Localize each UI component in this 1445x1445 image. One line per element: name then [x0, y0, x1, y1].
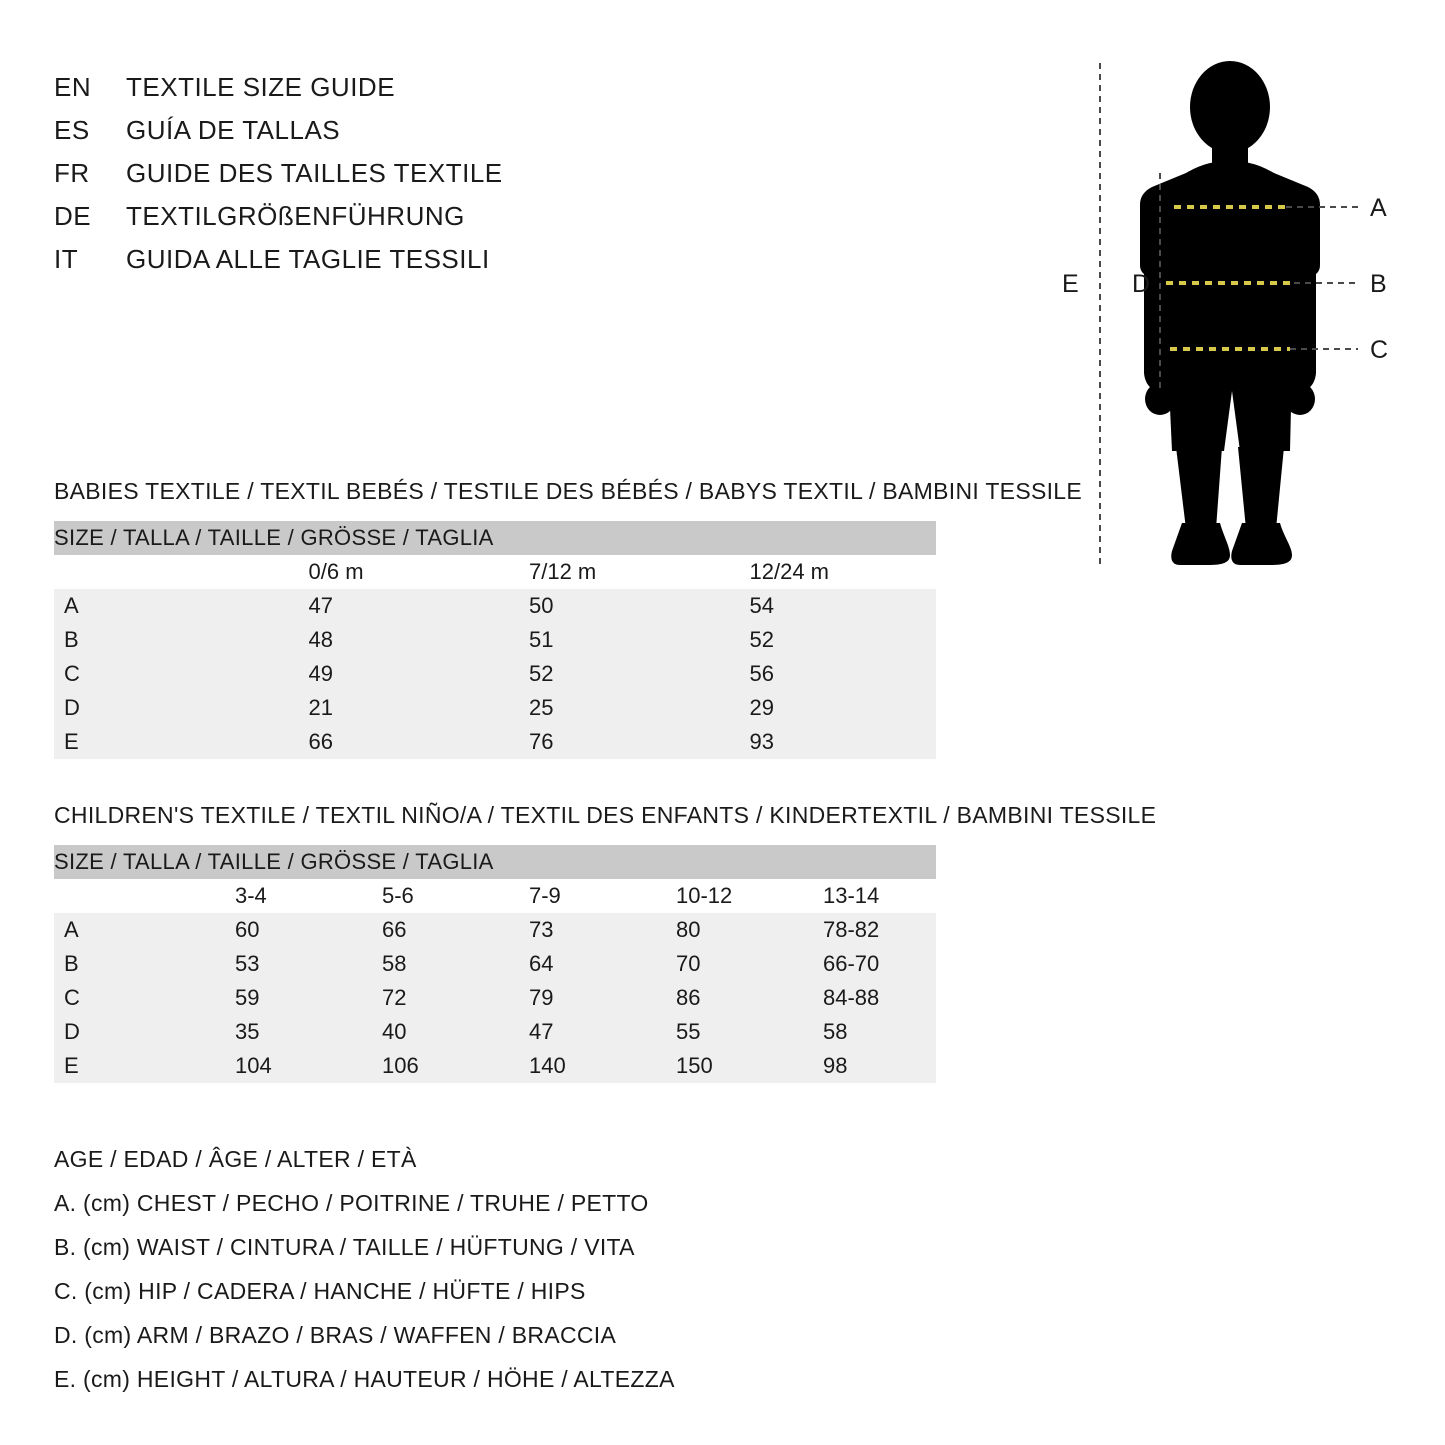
column-header: 12/24 m	[716, 555, 937, 589]
column-header: 3-4	[201, 879, 348, 913]
children-size-table	[54, 845, 936, 1083]
cell-value: 76	[495, 725, 716, 759]
row-label: B	[54, 623, 275, 657]
language-header-block	[54, 72, 694, 287]
cell-value: 66-70	[789, 947, 936, 981]
cell-value: 106	[348, 1049, 495, 1083]
row-label: D	[54, 1015, 201, 1049]
cell-value: 35	[201, 1015, 348, 1049]
table-header-row	[54, 521, 936, 555]
cell-value: 93	[716, 725, 937, 759]
cell-value: 60	[201, 913, 348, 947]
cell-value: 48	[275, 623, 496, 657]
table-column-row	[54, 879, 936, 913]
table-row	[54, 1015, 936, 1049]
cell-value: 70	[642, 947, 789, 981]
cell-value: 54	[716, 589, 937, 623]
language-code: EN	[54, 72, 92, 102]
language-code: DE	[54, 201, 92, 231]
cell-value: 84-88	[789, 981, 936, 1015]
row-label: B	[54, 947, 201, 981]
language-title: TEXTILE SIZE GUIDE	[126, 72, 396, 102]
cell-value: 58	[789, 1015, 936, 1049]
column-header: 10-12	[642, 879, 789, 913]
language-row	[54, 201, 694, 244]
cell-value: 40	[348, 1015, 495, 1049]
row-label: E	[54, 1049, 201, 1083]
figure-label-c: C	[1370, 336, 1389, 364]
cell-value: 56	[716, 657, 937, 691]
cell-value: 64	[495, 947, 642, 981]
language-row	[54, 158, 694, 201]
language-row	[54, 115, 694, 158]
cell-value: 25	[495, 691, 716, 725]
figure-label-d: D	[1132, 270, 1151, 298]
cell-value: 52	[716, 623, 937, 657]
cell-value: 29	[716, 691, 937, 725]
language-title: GUIDE DES TAILLES TEXTILE	[126, 158, 503, 188]
cell-value: 50	[495, 589, 716, 623]
column-header: 7/12 m	[495, 555, 716, 589]
cell-value: 53	[201, 947, 348, 981]
cell-value: 51	[495, 623, 716, 657]
language-title: TEXTILGRÖßENFÜHRUNG	[126, 201, 465, 231]
column-header: 7-9	[495, 879, 642, 913]
row-label: A	[54, 589, 275, 623]
column-header: 0/6 m	[275, 555, 496, 589]
children-section-title: CHILDREN'S TEXTILE / TEXTIL NIÑO/A / TEXTIL DES ENFANTS / KINDERTEXTIL / BAMBINI TESSILE	[54, 802, 1157, 828]
babies-size-table	[54, 521, 936, 759]
cell-value: 98	[789, 1049, 936, 1083]
cell-value: 47	[495, 1015, 642, 1049]
language-row	[54, 244, 694, 287]
corner-cell	[54, 879, 201, 913]
figure-label-e: E	[1062, 270, 1079, 298]
cell-value: 150	[642, 1049, 789, 1083]
cell-value: 49	[275, 657, 496, 691]
cell-value: 79	[495, 981, 642, 1015]
row-label: E	[54, 725, 275, 759]
legend-item-height: E. (cm) HEIGHT / ALTURA / HAUTEUR / HÖHE / ALTEZZA	[54, 1366, 675, 1392]
row-label: C	[54, 657, 275, 691]
children-section	[54, 802, 1394, 1083]
row-label: D	[54, 691, 275, 725]
language-code: IT	[54, 244, 79, 274]
legend-item-arm: D. (cm) ARM / BRAZO / BRAS / WAFFEN / BRACCIA	[54, 1322, 617, 1348]
babies-table-header: SIZE / TALLA / TAILLE / GRÖSSE / TAGLIA	[54, 521, 936, 555]
legend-item-hip: C. (cm) HIP / CADERA / HANCHE / HÜFTE / HIPS	[54, 1278, 586, 1304]
cell-value: 47	[275, 589, 496, 623]
cell-value: 55	[642, 1015, 789, 1049]
legend-item-age: AGE / EDAD / ÂGE / ALTER / ETÀ	[54, 1146, 417, 1172]
table-row	[54, 623, 936, 657]
cell-value: 73	[495, 913, 642, 947]
column-header: 5-6	[348, 879, 495, 913]
table-row	[54, 657, 936, 691]
figure-label-b: B	[1370, 270, 1387, 298]
cell-value: 78-82	[789, 913, 936, 947]
corner-cell	[54, 555, 275, 589]
table-row	[54, 981, 936, 1015]
cell-value: 66	[275, 725, 496, 759]
table-header-row	[54, 845, 936, 879]
babies-section	[54, 478, 1394, 759]
table-row	[54, 589, 936, 623]
cell-value: 66	[348, 913, 495, 947]
cell-value: 72	[348, 981, 495, 1015]
cell-value: 104	[201, 1049, 348, 1083]
language-code: FR	[54, 158, 90, 188]
table-row	[54, 913, 936, 947]
cell-value: 59	[201, 981, 348, 1015]
table-column-row	[54, 555, 936, 589]
cell-value: 52	[495, 657, 716, 691]
column-header: 13-14	[789, 879, 936, 913]
legend-item-chest: A. (cm) CHEST / PECHO / POITRINE / TRUHE / PETTO	[54, 1190, 649, 1216]
language-row	[54, 72, 694, 115]
table-row	[54, 691, 936, 725]
language-title: GUÍA DE TALLAS	[126, 115, 341, 145]
table-row	[54, 947, 936, 981]
row-label: A	[54, 913, 201, 947]
cell-value: 140	[495, 1049, 642, 1083]
row-label: C	[54, 981, 201, 1015]
children-table-header: SIZE / TALLA / TAILLE / GRÖSSE / TAGLIA	[54, 845, 936, 879]
legend-item-waist: B. (cm) WAIST / CINTURA / TAILLE / HÜFTUNG / VITA	[54, 1234, 635, 1260]
table-row	[54, 725, 936, 759]
cell-value: 86	[642, 981, 789, 1015]
babies-section-title: BABIES TEXTILE / TEXTIL BEBÉS / TESTILE DES BÉBÉS / BABYS TEXTIL / BAMBINI TESSILE	[54, 478, 1083, 504]
language-title: GUIDA ALLE TAGLIE TESSILI	[126, 244, 490, 274]
table-row	[54, 1049, 936, 1083]
legend-block	[54, 1137, 954, 1401]
cell-value: 58	[348, 947, 495, 981]
cell-value: 21	[275, 691, 496, 725]
language-code: ES	[54, 115, 90, 145]
figure-label-a: A	[1370, 194, 1387, 222]
cell-value: 80	[642, 913, 789, 947]
